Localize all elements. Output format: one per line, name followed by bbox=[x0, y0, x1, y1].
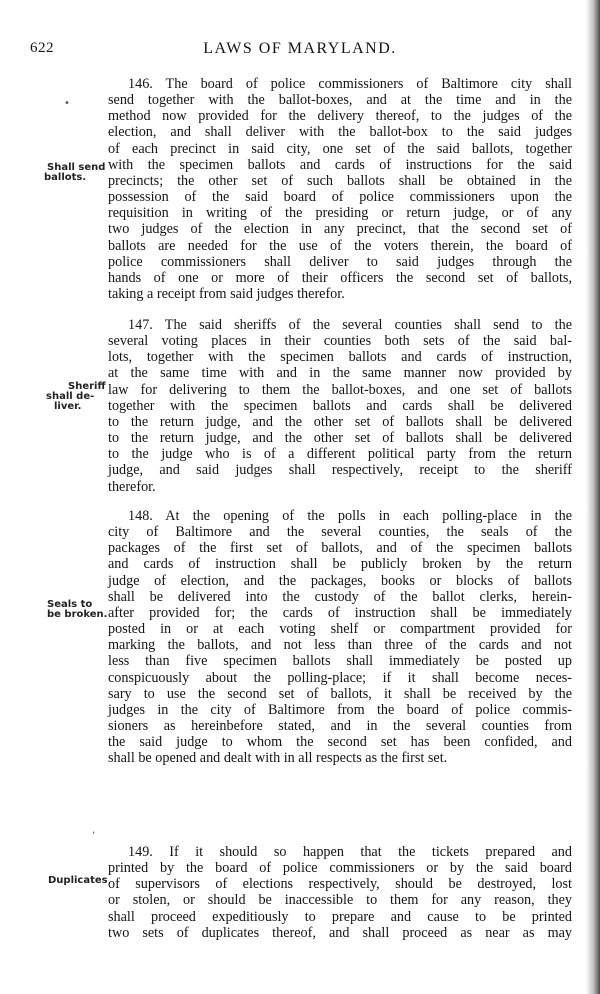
text-line: 147. The said sheriffs of the several counties shall send to the bbox=[128, 317, 572, 333]
running-title: LAWS OF MARYLAND. bbox=[203, 40, 397, 57]
text-line: precincts; the other set of such ballots shall be obtained in the bbox=[108, 172, 572, 189]
section-148 bbox=[108, 508, 572, 767]
text-line: packages of the first set of ballots, and of the specimen ballots bbox=[108, 540, 572, 557]
text-line: less than five specimen ballots shall immediately be posted up bbox=[108, 653, 572, 670]
text-line: possession of the said board of police commissioners upon the bbox=[108, 189, 572, 206]
text-line: election, and shall deliver with the ballot-box to the said judges bbox=[108, 124, 572, 141]
section-147 bbox=[108, 317, 572, 495]
text-line: marking the ballots, and not less than three of the cards and not bbox=[108, 637, 572, 654]
stray-mark: , bbox=[92, 825, 96, 836]
text-line: sioners as hereinbefore stated, and in the several counties from bbox=[108, 718, 572, 735]
margin-note-shall-send: Shall send ballots. bbox=[44, 162, 106, 183]
text-line: with the specimen ballots and cards of instructions for the said bbox=[108, 156, 572, 173]
text-line: lots, together with the specimen ballots and cards of instruction, bbox=[108, 349, 572, 366]
text-line: requisition in writing of the presiding or return judge, or of any bbox=[108, 205, 572, 222]
text-line: shall proceed expeditiously to prepare and cause to be printed bbox=[108, 908, 572, 925]
text-line: two judges of the election in any precinct, that the second set of bbox=[108, 221, 572, 238]
page-number: 622 bbox=[30, 40, 54, 56]
text-line: judges in the city of Baltimore from the board of police commis- bbox=[108, 701, 572, 718]
text-line: 149. If it should so happen that the tickets prepared and bbox=[128, 844, 572, 860]
text-line: conspicuously about the polling-place; if it shall become neces- bbox=[108, 669, 572, 686]
stray-mark: • bbox=[64, 98, 70, 109]
margin-note-sheriff-shall-deliver: Sheriff shall de- liver. bbox=[46, 381, 106, 412]
text-line: together with the specimen ballots and cards shall be delivered bbox=[108, 397, 572, 414]
text-line: 146. The board of police commissioners of Baltimore city shall bbox=[128, 76, 572, 92]
text-line: 148. At the opening of the polls in each polling-place in the bbox=[128, 508, 572, 524]
text-line: to the return judge, and the other set of ballots shall be delivered bbox=[108, 430, 572, 447]
margin-note-duplicates: Duplicates bbox=[48, 875, 108, 886]
text-line: therefor. bbox=[108, 478, 156, 495]
text-line: two sets of duplicates thereof, and shall proceed as near as may bbox=[108, 924, 572, 941]
text-line: judge, and said judges shall respectively, receipt to the sheriff bbox=[108, 462, 572, 479]
text-line: the said judge to whom the second set has been confided, and bbox=[108, 734, 572, 751]
text-line: method now provided for the delivery thereof, to the judges of the bbox=[108, 108, 572, 125]
text-line: hands of one or more of their officers the second set of ballots, bbox=[108, 269, 572, 286]
text-line: to the judge who is of a different political party from the return bbox=[108, 446, 572, 463]
text-line: or stolen, or should be inaccessible to them for any reason, they bbox=[108, 892, 572, 909]
text-line: of supervisors of elections respectively, should be destroyed, lost bbox=[108, 876, 572, 893]
text-line: ballots are needed for the use of the voters therein, the board of bbox=[108, 237, 572, 254]
text-line: city of Baltimore and the several counties, the seals of the bbox=[108, 524, 572, 541]
text-line: to the return judge, and the other set of ballots shall be delivered bbox=[108, 413, 572, 430]
text-line: taking a receipt from said judges therefor. bbox=[108, 286, 345, 303]
text-line: police commissioners shall deliver to said judges through the bbox=[108, 253, 572, 270]
text-line: several voting places in their counties both sets of the said bal- bbox=[108, 333, 572, 350]
text-line: sary to use the second set of ballots, it shall be received by the bbox=[108, 685, 572, 702]
page-edge-shadow bbox=[586, 0, 600, 994]
section-149 bbox=[108, 844, 572, 941]
text-line: of each precinct in said city, one set of the said ballots, together bbox=[108, 140, 572, 157]
text-line: at the same time with and in the same manner now provided by bbox=[108, 365, 572, 382]
text-line: printed by the board of police commissioners or by the said board bbox=[108, 860, 572, 877]
text-line: shall be opened and dealt with in all respects as the first set. bbox=[108, 750, 448, 767]
text-line: send together with the ballot-boxes, and at the time and in the bbox=[108, 92, 572, 109]
section-146 bbox=[108, 76, 572, 302]
text-line: and cards of instruction shall be publicly broken by the return bbox=[108, 556, 572, 573]
text-line: after provided for; the cards of instruction shall be immediately bbox=[108, 604, 572, 621]
margin-note-seals-to-be-broken: Seals to be broken. bbox=[47, 599, 108, 620]
text-line: law for delivering to them the ballot-boxes, and one set of ballots bbox=[108, 381, 572, 398]
text-line: posted in or at each voting shelf or compartment provided for bbox=[108, 621, 572, 638]
text-line: shall be delivered into the custody of the ballot clerks, herein- bbox=[108, 588, 572, 605]
text-line: judge of election, and the packages, books or blocks of ballots bbox=[108, 572, 572, 589]
